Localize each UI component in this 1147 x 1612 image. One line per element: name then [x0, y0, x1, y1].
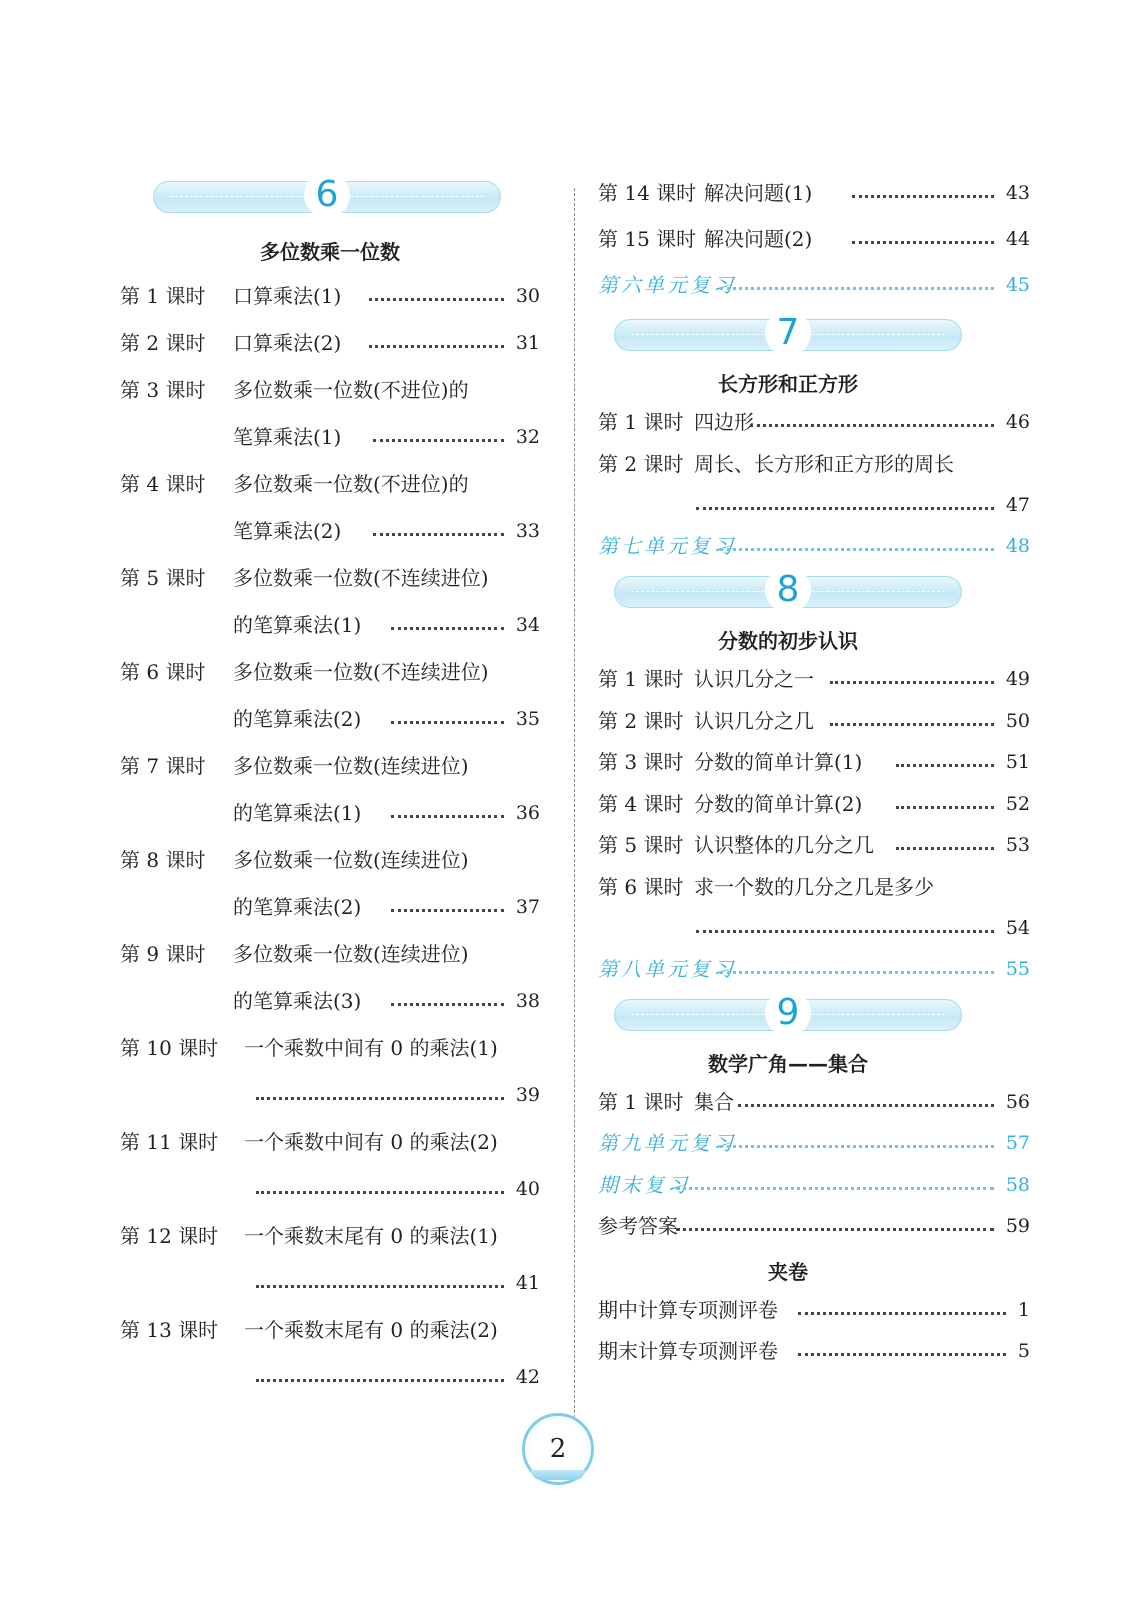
entry-title: 一个乘数末尾有 0 的乘法(2)	[244, 1318, 498, 1342]
page-ref: 32	[515, 426, 540, 448]
toc-entry[interactable]	[598, 666, 1030, 692]
toc-entry[interactable]	[120, 1129, 540, 1155]
entry-title: 口算乘法(1)	[233, 284, 342, 308]
entry-title: 分数的简单计算(1)	[694, 750, 863, 774]
page-ref: 48	[1005, 535, 1030, 557]
page-ref: 55	[1005, 958, 1030, 980]
unit-6-banner	[153, 174, 501, 215]
entry-title: 认识几分之几	[694, 708, 814, 733]
page-ref: 58	[1005, 1174, 1030, 1196]
toc-entry-continued[interactable]	[598, 492, 1030, 518]
review-entry[interactable]	[598, 272, 1030, 298]
toc-entry-continued[interactable]	[120, 612, 540, 638]
toc-entry-continued[interactable]	[120, 1176, 540, 1202]
lesson-label: 第 4 课时	[120, 472, 206, 496]
entry-title: 口算乘法(2)	[233, 331, 342, 355]
entry-title: 的笔算乘法(2)	[233, 895, 362, 919]
dot-leader	[391, 815, 504, 818]
entry-title: 笔算乘法(1)	[233, 425, 342, 449]
entry-title: 多位数乘一位数(不进位)的	[233, 378, 469, 402]
entry-title: 认识几分之一	[694, 667, 814, 691]
dot-leader	[676, 1228, 994, 1231]
dot-leader	[256, 1285, 504, 1288]
unit-7-banner	[614, 312, 962, 353]
entry-title: 的笔算乘法(2)	[233, 707, 362, 731]
page-ref: 40	[515, 1178, 540, 1200]
review-label: 第八单元复习	[598, 957, 736, 981]
toc-entry-continued[interactable]	[120, 988, 540, 1014]
page-ref: 37	[515, 896, 540, 918]
dot-leader	[896, 806, 994, 809]
toc-entry[interactable]	[598, 874, 1030, 900]
toc-entry-continued[interactable]	[120, 518, 540, 544]
page-ref: 59	[1005, 1215, 1030, 1237]
lesson-label: 第 6 课时	[598, 875, 684, 899]
page-ref: 42	[515, 1366, 540, 1388]
entry-title: 解决问题(1)	[704, 181, 813, 205]
page-ref: 31	[515, 332, 540, 354]
entry-title: 一个乘数末尾有 0 的乘法(1)	[244, 1224, 498, 1248]
insert-entry[interactable]	[598, 1338, 1030, 1364]
lesson-label: 第 1 课时	[598, 1090, 684, 1114]
lesson-label: 第 10 课时	[120, 1036, 219, 1060]
toc-entry[interactable]	[598, 409, 1030, 435]
dot-leader	[738, 1104, 994, 1107]
toc-entry[interactable]	[598, 451, 1030, 477]
toc-entry[interactable]	[120, 847, 540, 873]
dot-leader	[830, 723, 994, 726]
page-ref: 35	[515, 708, 540, 730]
dot-leader	[720, 971, 994, 974]
toc-entry[interactable]	[598, 791, 1030, 817]
page-ref: 44	[1005, 228, 1030, 250]
insert-title: 夹卷	[768, 1260, 808, 1284]
page-ref: 39	[515, 1084, 540, 1106]
dot-leader	[720, 287, 994, 290]
toc-entry[interactable]	[598, 832, 1030, 858]
lesson-label: 第 3 课时	[120, 378, 206, 402]
dot-leader	[373, 533, 504, 536]
dot-leader	[852, 241, 994, 244]
entry-title: 解决问题(2)	[704, 227, 813, 251]
page-number: 2	[549, 1434, 567, 1464]
entry-title: 分数的简单计算(2)	[694, 791, 863, 816]
page-ref: 53	[1005, 834, 1030, 856]
review-entry[interactable]	[598, 956, 1030, 982]
dot-leader	[256, 1379, 504, 1382]
lesson-label: 第 8 课时	[120, 848, 206, 872]
dot-leader	[373, 439, 504, 442]
toc-entry-continued[interactable]	[120, 1082, 540, 1108]
lesson-label: 第 5 课时	[598, 833, 684, 857]
toc-entry[interactable]	[120, 659, 540, 685]
unit-8-banner	[614, 569, 962, 610]
toc-entry-continued[interactable]	[120, 424, 540, 450]
entry-title: 求一个数的几分之几是多少	[694, 875, 934, 899]
dot-leader	[798, 1353, 1006, 1356]
toc-entry[interactable]	[598, 749, 1030, 775]
answers-entry[interactable]	[598, 1213, 1030, 1239]
entry-title: 集合	[694, 1090, 734, 1114]
dot-leader	[676, 1187, 994, 1190]
toc-entry[interactable]	[120, 471, 540, 497]
entry-title: 周长、长方形和正方形的周长	[694, 452, 954, 476]
lesson-label: 第 6 课时	[120, 660, 206, 684]
entry-title: 多位数乘一位数(连续进位)	[233, 754, 469, 778]
page-ref: 33	[515, 520, 540, 542]
page-ref: 43	[1005, 182, 1030, 204]
page-ref: 49	[1005, 668, 1030, 690]
toc-entry-continued[interactable]	[120, 706, 540, 732]
lesson-label: 第 2 课时	[120, 331, 206, 355]
lesson-label: 第 3 课时	[598, 750, 684, 774]
page-ref: 30	[515, 285, 540, 307]
toc-entry[interactable]	[598, 1089, 1030, 1115]
page-ref: 5	[1017, 1340, 1030, 1362]
dot-leader	[750, 424, 994, 427]
dot-leader	[720, 1145, 994, 1148]
entry-title: 四边形	[694, 410, 754, 434]
review-entry[interactable]	[598, 1172, 1030, 1198]
dot-leader	[720, 548, 994, 551]
page-ref: 36	[515, 802, 540, 824]
entry-title: 的笔算乘法(3)	[233, 989, 362, 1013]
toc-entry[interactable]	[120, 753, 540, 779]
dot-leader	[369, 345, 504, 348]
page-ref: 57	[1005, 1132, 1030, 1154]
lesson-label: 第 2 课时	[598, 708, 684, 733]
insert-label: 期中计算专项测评卷	[598, 1298, 778, 1322]
toc-entry[interactable]	[598, 708, 1030, 734]
review-entry[interactable]	[598, 1130, 1030, 1156]
unit-6-title: 多位数乘一位数	[260, 240, 400, 264]
unit-number: 6	[304, 172, 350, 218]
entry-title: 多位数乘一位数(不进位)的	[233, 472, 469, 496]
toc-entry[interactable]	[120, 1317, 540, 1343]
page-ref: 54	[1005, 917, 1030, 939]
dot-leader	[830, 681, 994, 684]
entry-title: 的笔算乘法(1)	[233, 801, 362, 825]
page-ref: 38	[515, 990, 540, 1012]
unit-9-title: 数学广角——集合	[708, 1052, 868, 1076]
toc-entry[interactable]	[120, 1223, 540, 1249]
toc-entry-continued[interactable]	[120, 894, 540, 920]
page-ref: 50	[1005, 709, 1030, 732]
unit-9-banner	[614, 992, 962, 1033]
lesson-label: 第 1 课时	[598, 667, 684, 691]
dot-leader	[391, 909, 504, 912]
toc-entry[interactable]	[120, 283, 540, 309]
unit-8-title: 分数的初步认识	[718, 629, 858, 653]
review-label: 第六单元复习	[598, 273, 736, 297]
unit-number: 9	[765, 990, 811, 1036]
lesson-label: 第 5 课时	[120, 566, 206, 590]
lesson-label: 第 2 课时	[598, 452, 684, 476]
unit-7-title: 长方形和正方形	[718, 372, 858, 396]
entry-title: 一个乘数中间有 0 的乘法(1)	[244, 1036, 498, 1060]
entry-title: 一个乘数中间有 0 的乘法(2)	[244, 1130, 498, 1154]
toc-entry[interactable]	[120, 1035, 540, 1061]
toc-entry[interactable]	[120, 330, 540, 356]
entry-title: 多位数乘一位数(连续进位)	[233, 942, 469, 966]
insert-label: 期末计算专项测评卷	[598, 1339, 778, 1363]
page-ref: 46	[1005, 411, 1030, 433]
dot-leader	[852, 195, 994, 198]
toc-entry[interactable]	[598, 226, 1030, 252]
unit-number: 8	[765, 567, 811, 613]
review-label: 第九单元复习	[598, 1131, 736, 1155]
grass-decoration	[531, 1470, 585, 1480]
page-ref: 51	[1005, 751, 1030, 773]
entry-title: 多位数乘一位数(连续进位)	[233, 848, 469, 872]
page-ref: 52	[1005, 792, 1030, 815]
toc-entry-continued[interactable]	[120, 1270, 540, 1296]
toc-entry-continued[interactable]	[120, 800, 540, 826]
lesson-label: 第 15 课时	[598, 227, 697, 251]
dot-leader	[391, 627, 504, 630]
insert-entry[interactable]	[598, 1297, 1030, 1323]
toc-entry-continued[interactable]	[120, 1364, 540, 1390]
toc-entry[interactable]	[598, 180, 1030, 206]
page-ref: 45	[1005, 274, 1030, 296]
dot-leader	[391, 1003, 504, 1006]
dot-leader	[798, 1312, 1006, 1315]
dot-leader	[896, 764, 994, 767]
dot-leader	[256, 1191, 504, 1194]
review-entry[interactable]	[598, 533, 1030, 559]
lesson-label: 第 13 课时	[120, 1318, 219, 1342]
answers-label: 参考答案	[598, 1214, 678, 1238]
review-label: 第七单元复习	[598, 534, 736, 558]
review-label: 期末复习	[598, 1173, 690, 1197]
entry-title: 认识整体的几分之几	[694, 833, 874, 857]
page-ref: 47	[1005, 494, 1030, 516]
entry-title: 多位数乘一位数(不连续进位)	[233, 566, 489, 590]
page-ref: 56	[1005, 1091, 1030, 1113]
dot-leader	[696, 930, 994, 933]
dot-leader	[896, 847, 994, 850]
toc-entry-continued[interactable]	[598, 915, 1030, 941]
entry-title: 的笔算乘法(1)	[233, 613, 362, 637]
page-ref: 34	[515, 614, 540, 636]
page-ref: 1	[1017, 1299, 1030, 1321]
toc-entry[interactable]	[120, 941, 540, 967]
entry-title: 笔算乘法(2)	[233, 519, 342, 543]
dot-leader	[369, 298, 504, 301]
entry-title: 多位数乘一位数(不连续进位)	[233, 660, 489, 684]
column-divider	[574, 188, 575, 1433]
dot-leader	[696, 507, 994, 510]
unit-number: 7	[765, 310, 811, 356]
toc-entry[interactable]	[120, 565, 540, 591]
lesson-label: 第 7 课时	[120, 754, 206, 778]
page-number-badge	[522, 1413, 594, 1485]
dot-leader	[391, 721, 504, 724]
lesson-label: 第 1 课时	[120, 284, 206, 308]
page-ref: 41	[515, 1272, 540, 1294]
lesson-label: 第 1 课时	[598, 410, 684, 434]
lesson-label: 第 4 课时	[598, 791, 684, 816]
lesson-label: 第 11 课时	[120, 1130, 219, 1154]
lesson-label: 第 14 课时	[598, 181, 697, 205]
lesson-label: 第 9 课时	[120, 942, 206, 966]
toc-entry[interactable]	[120, 377, 540, 403]
dot-leader	[256, 1097, 504, 1100]
lesson-label: 第 12 课时	[120, 1224, 219, 1248]
